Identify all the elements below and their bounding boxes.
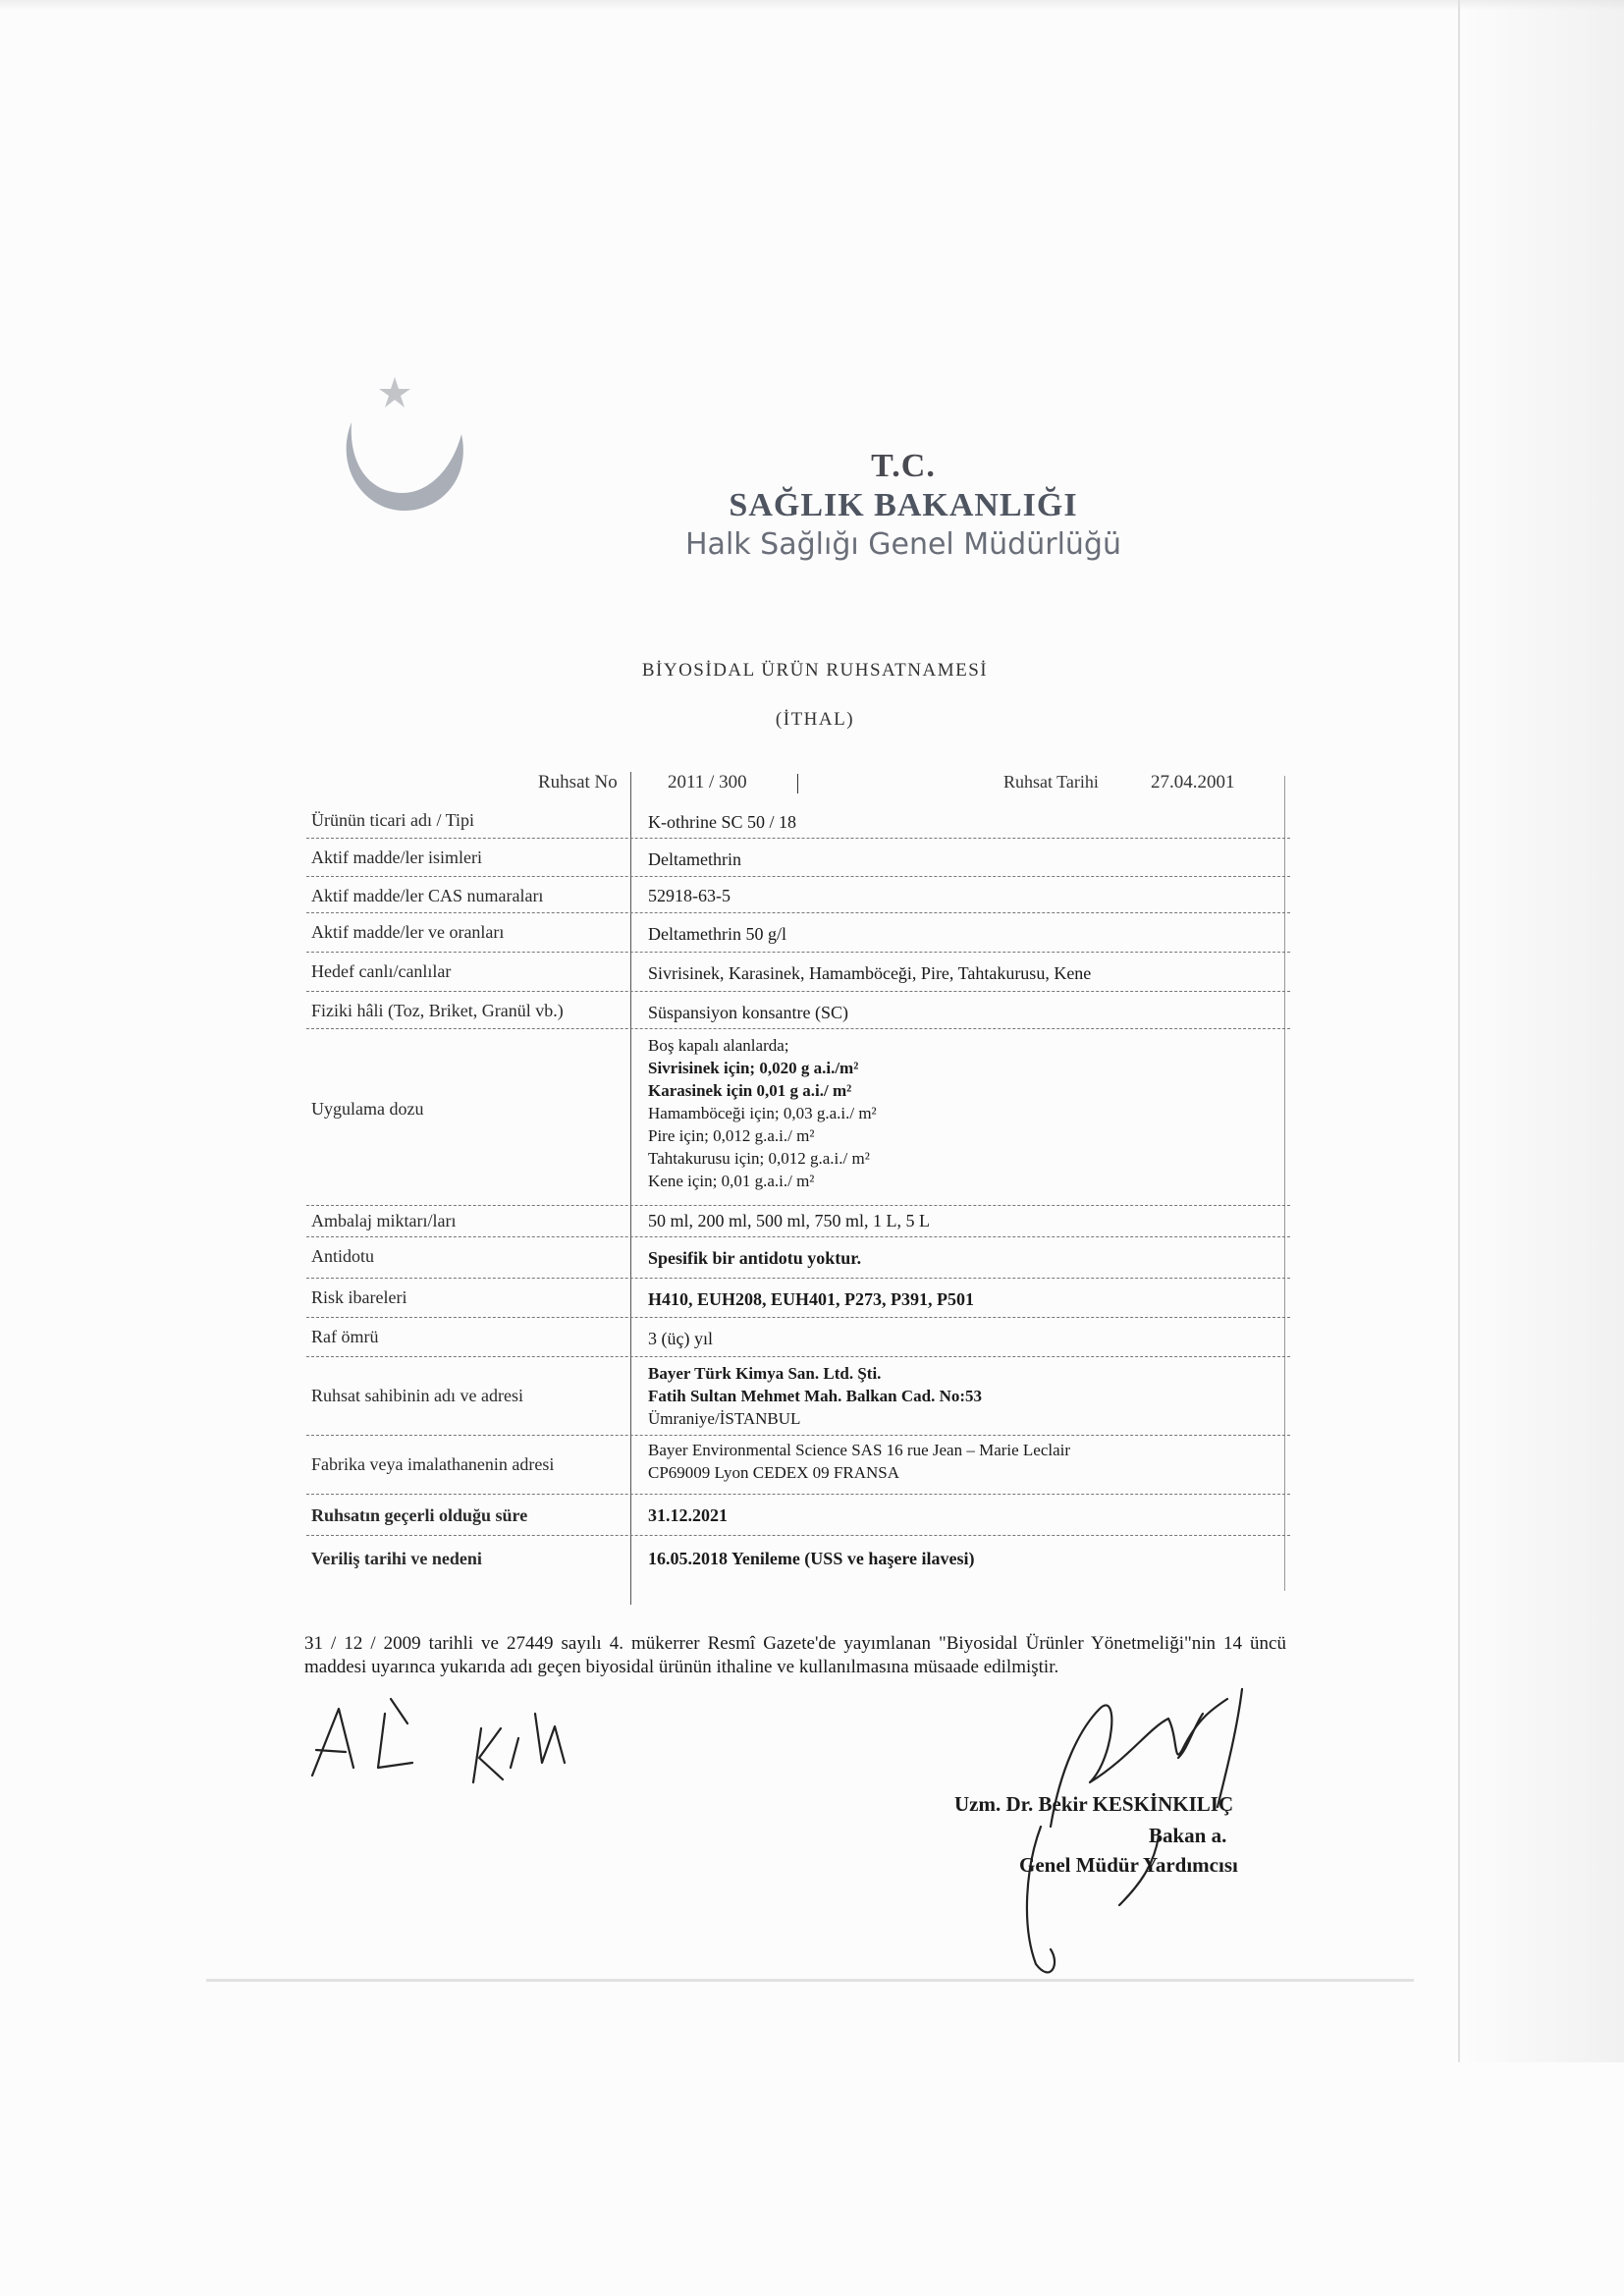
row-label: Ruhsatın geçerli olduğu süre — [311, 1505, 528, 1525]
letterhead-tc: T.C. — [871, 448, 936, 484]
dose-line: Hamamböceği için; 0,03 g.a.i./ m² — [648, 1104, 877, 1122]
table-row — [306, 1494, 1290, 1536]
row-value: 50 ml, 200 ml, 500 ml, 750 ml, 1 L, 5 L — [648, 1211, 930, 1230]
factory-lines — [648, 1439, 1070, 1484]
dose-line: Karasinek için 0,01 g a.i./ m² — [648, 1081, 852, 1100]
table-row — [306, 838, 1290, 877]
dose-line: Kene için; 0,01 g.a.i./ m² — [648, 1172, 815, 1190]
license-no-label: Ruhsat No — [538, 772, 618, 793]
factory-line: CP69009 Lyon CEDEX 09 FRANSA — [648, 1463, 899, 1482]
row-value: 3 (üç) yıl — [648, 1329, 713, 1348]
legal-statement: 31 / 12 / 2009 tarihli ve 27449 sayılı 4. mükerrer Resmî Gazete'de yayımlanan "Biyosidal Ürünler Yönetmeliği"nin 14 üncü maddesi uyarınca yukarıda adı geçen biyosidal ürünün ithaline ve kullanılmasına müsaade edilmiştir. — [304, 1633, 1286, 1677]
license-date-label: Ruhsat Tarihi — [1003, 772, 1099, 792]
no-divider — [797, 774, 798, 793]
row-label: Aktif madde/ler isimleri — [311, 847, 482, 867]
row-label: Fabrika veya imalathanenin adresi — [311, 1454, 555, 1474]
letterhead — [628, 447, 1178, 565]
factory-line: Bayer Environmental Science SAS 16 rue Jean – Marie Leclair — [648, 1441, 1071, 1459]
holder-line: Ümraniye/İSTANBUL — [648, 1409, 801, 1428]
row-label: Risk ibareleri — [311, 1287, 407, 1307]
dose-line: Sivrisinek için; 0,020 g a.i./m² — [648, 1059, 859, 1077]
document-subtitle: (İTHAL) — [775, 709, 855, 730]
table-row — [306, 991, 1290, 1029]
table-row — [306, 1356, 1290, 1436]
scan-edge — [0, 0, 1624, 10]
table-row — [306, 1236, 1290, 1279]
row-label: Veriliş tarihi ve nedeni — [311, 1549, 482, 1568]
row-label: Ürünün ticari adı / Tipi — [311, 810, 474, 830]
row-value: Deltamethrin 50 g/l — [648, 924, 786, 944]
department-name: Halk Sağlığı Genel Müdürlüğü — [685, 527, 1121, 562]
signatory-name: Uzm. Dr. Bekir KESKİNKILIÇ — [954, 1792, 1234, 1816]
table-row — [306, 1435, 1290, 1495]
row-label: Aktif madde/ler ve oranları — [311, 922, 505, 942]
row-value: Deltamethrin — [648, 849, 741, 869]
license-date-value: 27.04.2001 — [1151, 772, 1235, 793]
signatory-title-1: Bakan a. — [1149, 1824, 1227, 1847]
scan-shadow — [1457, 0, 1624, 2062]
holder-line: Fatih Sultan Mehmet Mah. Balkan Cad. No:53 — [648, 1387, 983, 1405]
holder-lines — [648, 1362, 982, 1430]
row-label: Raf ömrü — [311, 1327, 379, 1346]
crescent-star-emblem — [324, 373, 481, 520]
ministry-name: SAĞLIK BAKANLIĞI — [729, 487, 1078, 523]
dose-line: Boş kapalı alanlarda; — [648, 1036, 789, 1055]
table-row — [306, 1535, 1290, 1584]
dose-line: Tahtakurusu için; 0,012 g.a.i./ m² — [648, 1149, 870, 1168]
row-value: 31.12.2021 — [648, 1505, 728, 1525]
row-label: Ruhsat sahibinin adı ve adresi — [311, 1386, 523, 1405]
table-row — [306, 800, 1290, 839]
row-label: Hedef canlı/canlılar — [311, 961, 452, 981]
row-value: Sivrisinek, Karasinek, Hamamböceği, Pire, Tahtakurusu, Kene — [648, 963, 1092, 983]
row-value: Spesifik bir antidotu yoktur. — [648, 1248, 862, 1268]
row-label: Antidotu — [311, 1246, 375, 1266]
table-row — [306, 912, 1290, 953]
table-row — [306, 1317, 1290, 1357]
signatory-title-2: Genel Müdür Yardımcısı — [1019, 1853, 1238, 1877]
table-row — [306, 1205, 1290, 1237]
table-row-dose — [306, 1028, 1290, 1206]
row-label: Uygulama dozu — [311, 1099, 424, 1119]
row-value: H410, EUH208, EUH401, P273, P391, P501 — [648, 1289, 974, 1309]
table-row — [306, 876, 1290, 913]
row-label: Fiziki hâli (Toz, Briket, Granül vb.) — [311, 1001, 564, 1020]
row-value: 52918-63-5 — [648, 886, 731, 905]
row-value: K-othrine SC 50 / 18 — [648, 812, 796, 832]
row-value: Süspansiyon konsantre (SC) — [648, 1003, 848, 1022]
document-title: BİYOSİDAL ÜRÜN RUHSATNAMESİ — [641, 660, 989, 681]
row-value: 16.05.2018 Yenileme (USS ve haşere ilavesi) — [648, 1549, 975, 1568]
holder-line: Bayer Türk Kimya San. Ltd. Şti. — [648, 1364, 882, 1383]
row-label: Ambalaj miktarı/ları — [311, 1211, 457, 1230]
dose-list — [648, 1034, 877, 1192]
row-label: Aktif madde/ler CAS numaraları — [311, 886, 544, 905]
table-row — [306, 952, 1290, 992]
dose-line: Pire için; 0,012 g.a.i./ m² — [648, 1126, 815, 1145]
license-no-value: 2011 / 300 — [668, 772, 747, 793]
table-row — [306, 1278, 1290, 1318]
scan-edge-line — [1458, 0, 1460, 2062]
scan-fold-line — [206, 1979, 1414, 1982]
